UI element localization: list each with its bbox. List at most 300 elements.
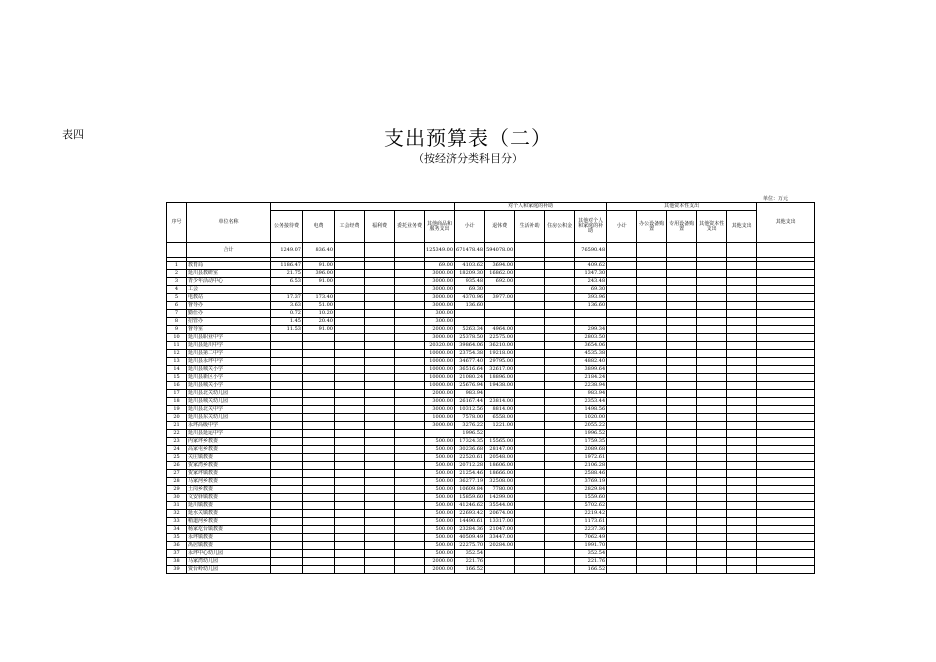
row-number-cell: 19 xyxy=(167,406,187,414)
value-cell xyxy=(637,446,667,454)
value-cell xyxy=(395,470,425,478)
value-cell xyxy=(303,406,335,414)
value-cell: 1221.00 xyxy=(485,422,515,430)
value-cell xyxy=(515,462,545,470)
value-cell: 18209.30 xyxy=(455,270,485,278)
value-cell: 500.00 xyxy=(425,542,455,550)
value-cell xyxy=(515,262,545,270)
value-cell xyxy=(515,534,545,542)
value-cell: 10000.00 xyxy=(425,350,455,358)
value-cell: 16862.00 xyxy=(485,270,515,278)
value-cell: 3000.00 xyxy=(425,286,455,294)
value-cell xyxy=(667,414,697,422)
table-row xyxy=(167,510,815,518)
row-number-cell: 37 xyxy=(167,550,187,558)
value-cell xyxy=(395,350,425,358)
value-cell xyxy=(395,326,425,334)
value-cell xyxy=(607,382,637,390)
value-cell xyxy=(637,454,667,462)
value-cell xyxy=(697,302,727,310)
value-cell xyxy=(727,494,757,502)
value-cell xyxy=(757,366,815,374)
total-value-cell: 76590.48 xyxy=(575,243,607,258)
value-cell: 2000.00 xyxy=(425,566,455,574)
value-cell xyxy=(637,334,667,342)
value-cell xyxy=(485,430,515,438)
value-cell: 983.94 xyxy=(575,390,607,398)
value-cell xyxy=(697,270,727,278)
value-cell: 300.00 xyxy=(425,318,455,326)
value-cell xyxy=(727,398,757,406)
row-number-cell: 29 xyxy=(167,486,187,494)
table-row xyxy=(167,558,815,566)
total-value-cell xyxy=(667,243,697,258)
row-number-cell: 31 xyxy=(167,502,187,510)
value-cell xyxy=(727,486,757,494)
unit-name-cell: 延川县城关小学 xyxy=(187,382,271,390)
value-cell: 1559.60 xyxy=(575,494,607,502)
value-cell xyxy=(545,422,575,430)
value-cell: 20712.28 xyxy=(455,462,485,470)
value-cell xyxy=(271,422,303,430)
value-cell xyxy=(271,414,303,422)
value-cell xyxy=(757,534,815,542)
value-cell: 2219.42 xyxy=(575,510,607,518)
row-number-cell: 11 xyxy=(167,342,187,350)
value-cell xyxy=(607,406,637,414)
row-number-cell: 25 xyxy=(167,454,187,462)
value-cell xyxy=(727,526,757,534)
value-cell xyxy=(303,390,335,398)
value-cell xyxy=(335,326,365,334)
value-cell: 21080.24 xyxy=(455,374,485,382)
value-cell xyxy=(667,326,697,334)
value-cell xyxy=(637,510,667,518)
value-cell xyxy=(667,294,697,302)
value-cell xyxy=(545,462,575,470)
value-cell xyxy=(365,326,395,334)
table-row xyxy=(167,342,815,350)
value-cell xyxy=(515,318,545,326)
value-cell: 3694.00 xyxy=(485,262,515,270)
value-cell xyxy=(667,558,697,566)
value-cell xyxy=(667,486,697,494)
value-cell xyxy=(667,382,697,390)
value-cell xyxy=(637,398,667,406)
value-cell xyxy=(697,382,727,390)
value-cell: 21047.00 xyxy=(485,526,515,534)
value-cell xyxy=(637,318,667,326)
value-cell: 1347.30 xyxy=(575,270,607,278)
value-cell xyxy=(365,558,395,566)
value-cell xyxy=(667,374,697,382)
value-cell: 26167.44 xyxy=(455,398,485,406)
value-cell xyxy=(697,262,727,270)
value-cell: 935.48 xyxy=(455,278,485,286)
value-cell: 34677.40 xyxy=(455,358,485,366)
value-cell xyxy=(637,526,667,534)
value-cell: 500.00 xyxy=(425,446,455,454)
row-number-cell: 36 xyxy=(167,542,187,550)
value-cell xyxy=(335,558,365,566)
value-cell xyxy=(697,534,727,542)
value-cell xyxy=(607,310,637,318)
value-cell xyxy=(395,422,425,430)
value-cell xyxy=(545,494,575,502)
value-cell: 500.00 xyxy=(425,534,455,542)
value-cell: 15565.00 xyxy=(485,438,515,446)
value-cell xyxy=(607,454,637,462)
row-number-cell: 17 xyxy=(167,390,187,398)
value-cell xyxy=(607,526,637,534)
header-cell: 专用设备购置 xyxy=(667,211,697,243)
value-cell xyxy=(637,294,667,302)
value-cell xyxy=(515,286,545,294)
value-cell xyxy=(515,302,545,310)
value-cell xyxy=(637,382,667,390)
value-cell: 10000.00 xyxy=(425,374,455,382)
value-cell: 4964.00 xyxy=(485,326,515,334)
value-cell xyxy=(667,478,697,486)
value-cell xyxy=(335,358,365,366)
value-cell: 11.53 xyxy=(271,326,303,334)
table-row xyxy=(167,566,815,574)
value-cell xyxy=(727,294,757,302)
total-value-cell: 671478.48 xyxy=(455,243,485,258)
value-cell xyxy=(335,542,365,550)
value-cell xyxy=(335,486,365,494)
value-cell xyxy=(395,542,425,550)
value-cell xyxy=(335,422,365,430)
value-cell: 1173.61 xyxy=(575,518,607,526)
value-cell xyxy=(667,278,697,286)
unit-name-cell: 贾台岭幼儿园 xyxy=(187,566,271,574)
value-cell xyxy=(607,518,637,526)
row-number-cell: 24 xyxy=(167,446,187,454)
value-cell: 4103.62 xyxy=(455,262,485,270)
value-cell xyxy=(607,342,637,350)
value-cell xyxy=(607,494,637,502)
value-cell xyxy=(303,446,335,454)
unit-name-cell: 勤仕办 xyxy=(187,310,271,318)
table-row xyxy=(167,430,815,438)
value-cell xyxy=(697,454,727,462)
value-cell xyxy=(637,342,667,350)
value-cell xyxy=(697,518,727,526)
value-cell xyxy=(637,486,667,494)
value-cell xyxy=(271,358,303,366)
value-cell xyxy=(727,502,757,510)
value-cell xyxy=(667,566,697,574)
value-cell xyxy=(727,550,757,558)
unit-name-cell: 马家河乡教委 xyxy=(187,478,271,486)
value-cell xyxy=(303,350,335,358)
value-cell xyxy=(757,438,815,446)
value-cell: 17324.35 xyxy=(455,438,485,446)
value-cell: 39864.06 xyxy=(455,342,485,350)
value-cell xyxy=(271,502,303,510)
value-cell xyxy=(515,486,545,494)
value-cell xyxy=(303,414,335,422)
value-cell: 3000.00 xyxy=(425,398,455,406)
value-cell xyxy=(303,462,335,470)
total-value-cell xyxy=(335,243,365,258)
value-cell xyxy=(667,358,697,366)
value-cell xyxy=(697,430,727,438)
unit-name-cell: 延川县新区小学 xyxy=(187,374,271,382)
value-cell: 8814.00 xyxy=(485,406,515,414)
value-cell xyxy=(395,486,425,494)
table-body xyxy=(167,243,815,574)
value-cell xyxy=(303,470,335,478)
value-cell xyxy=(667,342,697,350)
value-cell xyxy=(365,286,395,294)
value-cell xyxy=(271,550,303,558)
value-cell xyxy=(667,462,697,470)
value-cell xyxy=(365,486,395,494)
value-cell xyxy=(667,430,697,438)
value-cell: 243.48 xyxy=(575,278,607,286)
value-cell xyxy=(637,478,667,486)
value-cell xyxy=(727,382,757,390)
value-cell xyxy=(697,470,727,478)
value-cell xyxy=(365,518,395,526)
row-number-cell: 39 xyxy=(167,566,187,574)
value-cell xyxy=(757,334,815,342)
value-cell: 1996.52 xyxy=(455,430,485,438)
total-value-cell: 1249.07 xyxy=(271,243,303,258)
header-cell: 办公设备购置 xyxy=(637,211,667,243)
total-value-cell xyxy=(607,243,637,258)
value-cell xyxy=(365,414,395,422)
value-cell xyxy=(365,342,395,350)
value-cell: 692.00 xyxy=(485,278,515,286)
value-cell: 23814.00 xyxy=(485,398,515,406)
value-cell xyxy=(727,286,757,294)
value-cell xyxy=(757,294,815,302)
value-cell xyxy=(667,270,697,278)
value-cell xyxy=(515,526,545,534)
value-cell xyxy=(697,358,727,366)
value-cell xyxy=(545,534,575,542)
header-cell: 其他商品和服务支出 xyxy=(425,211,455,243)
value-cell xyxy=(727,326,757,334)
value-cell xyxy=(303,366,335,374)
unit-name-cell: 延川县城关小学 xyxy=(187,366,271,374)
value-cell xyxy=(727,470,757,478)
table-row xyxy=(167,350,815,358)
value-cell xyxy=(757,454,815,462)
value-cell xyxy=(757,494,815,502)
value-cell xyxy=(607,390,637,398)
value-cell: 32617.00 xyxy=(485,366,515,374)
unit-name-cell: 马家湾幼儿园 xyxy=(187,558,271,566)
value-cell: 36277.19 xyxy=(455,478,485,486)
value-cell xyxy=(607,278,637,286)
value-cell xyxy=(303,526,335,534)
value-cell xyxy=(545,278,575,286)
value-cell xyxy=(727,566,757,574)
header-group-other: 其他资本性支出 xyxy=(607,203,757,211)
value-cell: 500.00 xyxy=(425,494,455,502)
value-cell xyxy=(727,478,757,486)
value-cell xyxy=(757,470,815,478)
row-number-cell: 14 xyxy=(167,366,187,374)
value-cell xyxy=(727,358,757,366)
unit-name-cell: 延川县北关中学 xyxy=(187,406,271,414)
unit-name-cell: 永坪中心幼儿园 xyxy=(187,550,271,558)
table-row xyxy=(167,518,815,526)
value-cell: 4882.40 xyxy=(575,358,607,366)
value-cell xyxy=(607,478,637,486)
value-cell xyxy=(607,398,637,406)
value-cell xyxy=(335,318,365,326)
value-cell xyxy=(365,526,395,534)
value-cell: 10609.84 xyxy=(455,486,485,494)
value-cell xyxy=(395,534,425,542)
total-value-cell xyxy=(727,243,757,258)
value-cell: 10000.00 xyxy=(425,382,455,390)
unit-name-cell: 延川县城关幼儿园 xyxy=(187,398,271,406)
value-cell xyxy=(335,382,365,390)
value-cell xyxy=(545,518,575,526)
value-cell xyxy=(271,374,303,382)
unit-name-cell: 土岗乡教委 xyxy=(187,486,271,494)
value-cell xyxy=(545,390,575,398)
value-cell xyxy=(515,382,545,390)
value-cell xyxy=(545,486,575,494)
unit-name-cell: 高家屯乡教委 xyxy=(187,446,271,454)
value-cell xyxy=(637,414,667,422)
value-cell xyxy=(727,302,757,310)
value-cell xyxy=(515,270,545,278)
value-cell xyxy=(303,558,335,566)
value-cell xyxy=(335,286,365,294)
value-cell xyxy=(667,310,697,318)
value-cell: 300.00 xyxy=(425,310,455,318)
value-cell xyxy=(757,318,815,326)
value-cell xyxy=(335,510,365,518)
unit-name-cell: 延川县教研室 xyxy=(187,270,271,278)
unit-name-cell: 稍道河乡教委 xyxy=(187,518,271,526)
value-cell xyxy=(727,318,757,326)
value-cell xyxy=(727,422,757,430)
value-cell xyxy=(607,270,637,278)
row-number-cell: 13 xyxy=(167,358,187,366)
value-cell xyxy=(303,430,335,438)
value-cell: 3000.00 xyxy=(425,270,455,278)
value-cell xyxy=(271,342,303,350)
value-cell xyxy=(757,310,815,318)
table-row xyxy=(167,534,815,542)
value-cell: 18666.00 xyxy=(485,470,515,478)
row-number-cell: 28 xyxy=(167,478,187,486)
value-cell xyxy=(727,510,757,518)
value-cell xyxy=(271,566,303,574)
value-cell xyxy=(365,398,395,406)
value-cell xyxy=(365,406,395,414)
row-number-cell: 7 xyxy=(167,310,187,318)
value-cell: 22520.61 xyxy=(455,454,485,462)
table-row xyxy=(167,286,815,294)
value-cell xyxy=(395,518,425,526)
unit-name-cell: 贺家湾乡教委 xyxy=(187,462,271,470)
unit-name-cell: 关庄镇教委 xyxy=(187,454,271,462)
value-cell xyxy=(455,318,485,326)
value-cell: 10312.56 xyxy=(455,406,485,414)
value-cell xyxy=(271,286,303,294)
value-cell: 3000.00 xyxy=(425,278,455,286)
table-row xyxy=(167,406,815,414)
value-cell xyxy=(757,486,815,494)
value-cell xyxy=(545,550,575,558)
value-cell xyxy=(545,262,575,270)
value-cell xyxy=(607,430,637,438)
value-cell xyxy=(697,366,727,374)
value-cell xyxy=(515,334,545,342)
value-cell xyxy=(727,438,757,446)
value-cell xyxy=(697,342,727,350)
value-cell xyxy=(727,334,757,342)
value-cell xyxy=(303,494,335,502)
value-cell xyxy=(303,486,335,494)
value-cell xyxy=(607,374,637,382)
row-number-cell: 4 xyxy=(167,286,187,294)
value-cell xyxy=(545,302,575,310)
value-cell: 20284.00 xyxy=(485,542,515,550)
value-cell xyxy=(515,390,545,398)
value-cell xyxy=(515,414,545,422)
value-cell xyxy=(607,366,637,374)
table-row xyxy=(167,262,815,270)
value-cell xyxy=(757,478,815,486)
value-cell: 18896.00 xyxy=(485,374,515,382)
value-cell xyxy=(637,366,667,374)
header-cell: 福利费 xyxy=(365,211,395,243)
value-cell xyxy=(637,278,667,286)
value-cell xyxy=(637,566,667,574)
value-cell xyxy=(697,374,727,382)
value-cell xyxy=(395,358,425,366)
row-number-cell: 3 xyxy=(167,278,187,286)
row-number-cell: 9 xyxy=(167,326,187,334)
value-cell xyxy=(365,262,395,270)
value-cell xyxy=(697,286,727,294)
value-cell xyxy=(607,294,637,302)
value-cell xyxy=(365,390,395,398)
value-cell xyxy=(545,342,575,350)
row-number-cell: 38 xyxy=(167,558,187,566)
value-cell xyxy=(271,558,303,566)
value-cell xyxy=(395,502,425,510)
unit-name-cell: 督导办 xyxy=(187,302,271,310)
value-cell xyxy=(667,422,697,430)
value-cell xyxy=(545,286,575,294)
value-cell xyxy=(697,542,727,550)
value-cell: 5702.62 xyxy=(575,502,607,510)
header-cell: 公务接待费 xyxy=(271,211,303,243)
value-cell: 1759.35 xyxy=(575,438,607,446)
value-cell xyxy=(697,438,727,446)
value-cell xyxy=(697,406,727,414)
value-cell xyxy=(335,526,365,534)
value-cell xyxy=(395,406,425,414)
value-cell xyxy=(667,550,697,558)
unit-name-cell: 延川县延川中学 xyxy=(187,342,271,350)
value-cell xyxy=(757,462,815,470)
value-cell xyxy=(637,470,667,478)
value-cell xyxy=(395,286,425,294)
